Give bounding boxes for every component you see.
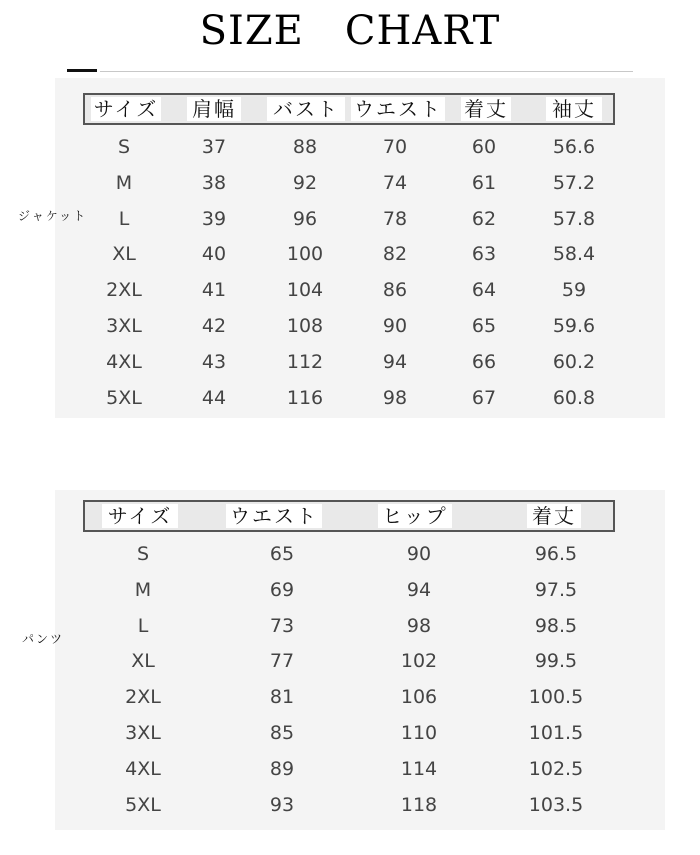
pants-cell: 97.5 [534, 578, 578, 601]
jacket-header-2: バスト [267, 97, 345, 121]
jacket-cell: 70 [382, 136, 408, 158]
jacket-cell: 100 [286, 243, 324, 266]
pants-cell: 118 [400, 793, 438, 816]
jacket-cell: 60.8 [552, 386, 596, 409]
jacket-cell: 59.6 [552, 315, 596, 337]
pants-cell: 73 [269, 614, 295, 637]
jacket-cell: 2XL [106, 279, 142, 302]
jacket-cell: 98 [382, 386, 408, 409]
pants-cell: L [137, 614, 149, 637]
jacket-cell: 96 [292, 207, 318, 230]
jacket-cell: 67 [471, 386, 497, 409]
pants-header-1: ウエスト [226, 504, 322, 528]
jacket-cell: 61 [471, 171, 497, 194]
pants-cell: 2XL [125, 686, 161, 709]
jacket-cell: 43 [201, 350, 227, 373]
jacket-cell: 44 [201, 386, 227, 409]
pants-cell: 69 [269, 578, 295, 601]
pants-cell: M [134, 578, 152, 601]
pants-cell: 110 [400, 722, 438, 744]
pants-cell: 103.5 [528, 793, 584, 816]
jacket-cell: 60.2 [552, 350, 596, 373]
jacket-header-row [83, 93, 615, 125]
pants-cell: 100.5 [528, 686, 584, 709]
pants-cell: 94 [406, 578, 432, 601]
jacket-header-4: 着丈 [461, 97, 511, 121]
jacket-cell: 41 [201, 279, 227, 302]
jacket-cell: 104 [286, 279, 324, 302]
pants-cell: 3XL [125, 722, 161, 744]
jacket-cell: 65 [471, 315, 497, 337]
pants-cell: 106 [400, 686, 438, 709]
jacket-cell: M [115, 171, 133, 194]
pants-header-2: ヒップ [378, 504, 452, 528]
jacket-header-1: 肩幅 [187, 97, 241, 121]
pants-cell: 102.5 [528, 757, 584, 780]
pants-cell: 96.5 [534, 543, 578, 565]
jacket-label: ジャケット [18, 209, 88, 223]
jacket-cell: 4XL [106, 350, 142, 373]
pants-cell: 101.5 [528, 722, 584, 744]
pants-cell: 114 [400, 757, 438, 780]
pants-cell: 85 [269, 722, 295, 744]
jacket-cell: 58.4 [552, 243, 596, 266]
jacket-cell: 37 [201, 136, 227, 158]
jacket-cell: 94 [382, 350, 408, 373]
jacket-cell: 108 [286, 315, 324, 337]
jacket-cell: 57.8 [552, 207, 596, 230]
pants-cell: 99.5 [534, 650, 578, 673]
pants-cell: 4XL [125, 757, 161, 780]
jacket-cell: 38 [201, 171, 227, 194]
page-title: SIZE CHART [199, 8, 501, 54]
jacket-cell: 90 [382, 315, 408, 337]
title-divider [100, 71, 633, 72]
jacket-cell: 57.2 [552, 171, 596, 194]
jacket-cell: 39 [201, 207, 227, 230]
jacket-cell: 88 [292, 136, 318, 158]
jacket-cell: 40 [201, 243, 227, 266]
jacket-cell: 59 [561, 279, 587, 302]
pants-cell: XL [131, 650, 155, 673]
pants-cell: 77 [269, 650, 295, 673]
pants-cell: 89 [269, 757, 295, 780]
pants-cell: 81 [269, 686, 295, 709]
jacket-cell: XL [112, 243, 136, 266]
jacket-cell: 56.6 [552, 136, 596, 158]
jacket-cell: 82 [382, 243, 408, 266]
jacket-cell: 62 [471, 207, 497, 230]
title-underline-accent [67, 69, 97, 72]
jacket-cell: 116 [286, 386, 324, 409]
pants-cell: 102 [400, 650, 438, 673]
pants-label: パンツ [22, 632, 65, 646]
pants-cell: S [136, 543, 150, 565]
pants-cell: 98.5 [534, 614, 578, 637]
jacket-cell: S [117, 136, 131, 158]
jacket-cell: 60 [471, 136, 497, 158]
pants-cell: 98 [406, 614, 432, 637]
jacket-cell: 42 [201, 315, 227, 337]
jacket-cell: 64 [471, 279, 497, 302]
jacket-header-0: サイズ [91, 97, 161, 121]
jacket-cell: 3XL [106, 315, 142, 337]
pants-header-0: サイズ [102, 504, 178, 528]
jacket-cell: 112 [286, 350, 324, 373]
pants-header-3: 着丈 [527, 504, 581, 528]
pants-cell: 93 [269, 793, 295, 816]
jacket-cell: 74 [382, 171, 408, 194]
jacket-header-5: 袖丈 [546, 97, 602, 121]
jacket-cell: 86 [382, 279, 408, 302]
jacket-header-3: ウエスト [351, 97, 445, 121]
pants-cell: 65 [269, 543, 295, 565]
jacket-cell: 5XL [106, 386, 142, 409]
jacket-cell: 78 [382, 207, 408, 230]
pants-cell: 90 [406, 543, 432, 565]
pants-cell: 5XL [125, 793, 161, 816]
jacket-cell: L [118, 207, 130, 230]
jacket-cell: 66 [471, 350, 497, 373]
jacket-cell: 92 [292, 171, 318, 194]
jacket-cell: 63 [471, 243, 497, 266]
